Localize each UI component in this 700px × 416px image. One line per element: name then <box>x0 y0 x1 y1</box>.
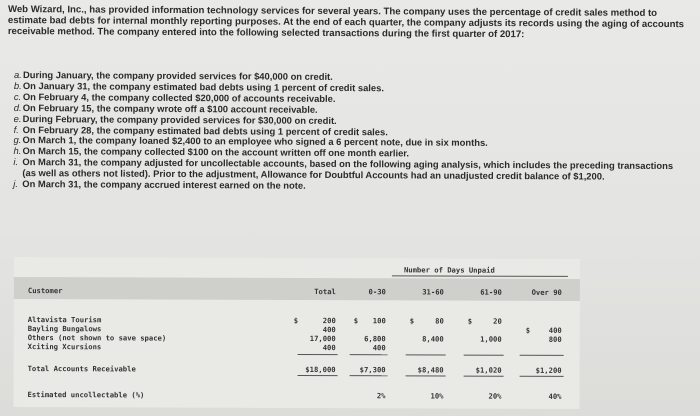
subtotal-rule <box>464 355 504 356</box>
row-total: 400 <box>322 343 336 353</box>
col-header-total: Total <box>314 287 336 297</box>
item-text: On February 15, the company wrote off a $100 account receivable. <box>22 101 318 115</box>
aging-table <box>13 257 580 409</box>
dollar-sign: $ <box>353 316 359 326</box>
item-label: e. <box>13 112 22 124</box>
row-0-30: 400 <box>372 343 386 353</box>
dollar-sign: $ <box>293 315 299 325</box>
estimate-0-30: 2% <box>376 391 386 401</box>
row-customer: Bayling Bungalows <box>27 324 102 334</box>
total-rule <box>464 376 504 377</box>
col-header-61-90: 61-90 <box>480 287 502 297</box>
row-customer: Altavista Tourism <box>27 315 102 325</box>
item-text: On March 31, the company accrued interest earned on the note. <box>22 178 306 191</box>
item-label: i. <box>13 156 19 168</box>
totals-label: Total Accounts Receivable <box>27 364 136 374</box>
item-label: h. <box>13 145 22 157</box>
subtotal-rule <box>520 355 564 356</box>
item-label: a. <box>13 69 22 81</box>
row-over-90: 800 <box>548 334 562 344</box>
row-total: 200 <box>322 316 336 326</box>
row-customer: Xciting Xcursions <box>27 342 102 352</box>
row-31-60: 8,400 <box>422 334 444 344</box>
row-0-30: 100 <box>372 316 386 326</box>
item-label: j. <box>13 178 19 190</box>
dollar-sign: $ <box>467 316 473 326</box>
totals-0-30: $7,300 <box>359 365 386 375</box>
item-text: On March 1, the company loaned $2,400 to an employee who signed a 6 percent note, due in six months. <box>22 134 488 149</box>
row-total: 17,000 <box>309 334 336 344</box>
item-label: b. <box>13 79 22 91</box>
item-text: On March 15, the company collected $100 on the account written off one month earlier. <box>22 145 410 159</box>
item-text: On February 28, the company estimated bad debts using 1 percent of credit sales. <box>22 123 388 137</box>
subtotal-rule <box>406 354 446 355</box>
row-customer: Others (not shown to save space) <box>27 333 167 343</box>
problem-intro: Web Wizard, Inc., has provided information technology services for several years. The company uses the percentage of credit sales method to estimate bad debts for internal monthly reporting purposes. At the end of each quarter, the company adjusts its records using the aging of accounts receivable method. The company entered into the following selected transactions during the first quarter of 2017: <box>7 4 685 41</box>
dollar-sign: $ <box>525 325 531 335</box>
col-header-over-90: Over 90 <box>531 287 562 297</box>
dollar-sign: $ <box>409 316 415 326</box>
subtotal-rule <box>350 354 388 355</box>
totals-total: $18,000 <box>305 365 336 375</box>
group-header-rule <box>392 275 568 277</box>
row-0-30: 6,800 <box>364 334 386 344</box>
item-label: g. <box>13 134 22 146</box>
row-over-90: 400 <box>548 325 562 335</box>
totals-31-60: $8,480 <box>417 365 444 375</box>
transaction-list <box>13 70 684 194</box>
estimate-61-90: 20% <box>488 391 502 401</box>
total-rule <box>298 375 338 376</box>
estimate-label: Estimated uncollectable (%) <box>27 390 145 400</box>
item-text: On March 31, the company adjusted for uncollectable accounts, based on the following aging analysis, which includes the preceding transactions (as well as others not listed). Prior to the adjustment, Allowance for Doubtful Accounts had an unadjusted credit balance of $1,200. <box>22 156 674 182</box>
totals-61-90: $1,020 <box>475 365 502 375</box>
col-header-customer: Customer <box>27 286 63 296</box>
total-rule <box>406 375 446 376</box>
item-label: f. <box>13 123 19 135</box>
item-text: During January, the company provided services for $40,000 on credit. <box>22 69 333 82</box>
row-31-60: 80 <box>435 316 444 326</box>
totals-over-90: $1,200 <box>535 365 562 375</box>
total-rule <box>520 376 564 377</box>
row-61-90: 20 <box>493 316 502 326</box>
estimate-31-60: 10% <box>430 391 444 401</box>
group-header: Number of Days Unpaid <box>403 265 495 275</box>
item-text: During February, the company provided services for $30,000 on credit. <box>22 112 337 126</box>
row-total: 400 <box>322 325 336 335</box>
item-text: On February 4, the company collected $20,000 of accounts receivable. <box>22 90 336 104</box>
item-label: d. <box>13 101 22 113</box>
row-61-90: 1,000 <box>480 334 502 344</box>
col-header-31-60: 31-60 <box>422 287 444 297</box>
col-header-0-30: 0-30 <box>368 287 386 297</box>
subtotal-rule <box>298 354 338 355</box>
total-rule <box>350 375 388 376</box>
estimate-over-90: 40% <box>548 391 562 401</box>
item-text: On January 31, the company estimated bad debts using 1 percent of credit sales. <box>22 79 384 94</box>
item-label: c. <box>13 90 22 102</box>
